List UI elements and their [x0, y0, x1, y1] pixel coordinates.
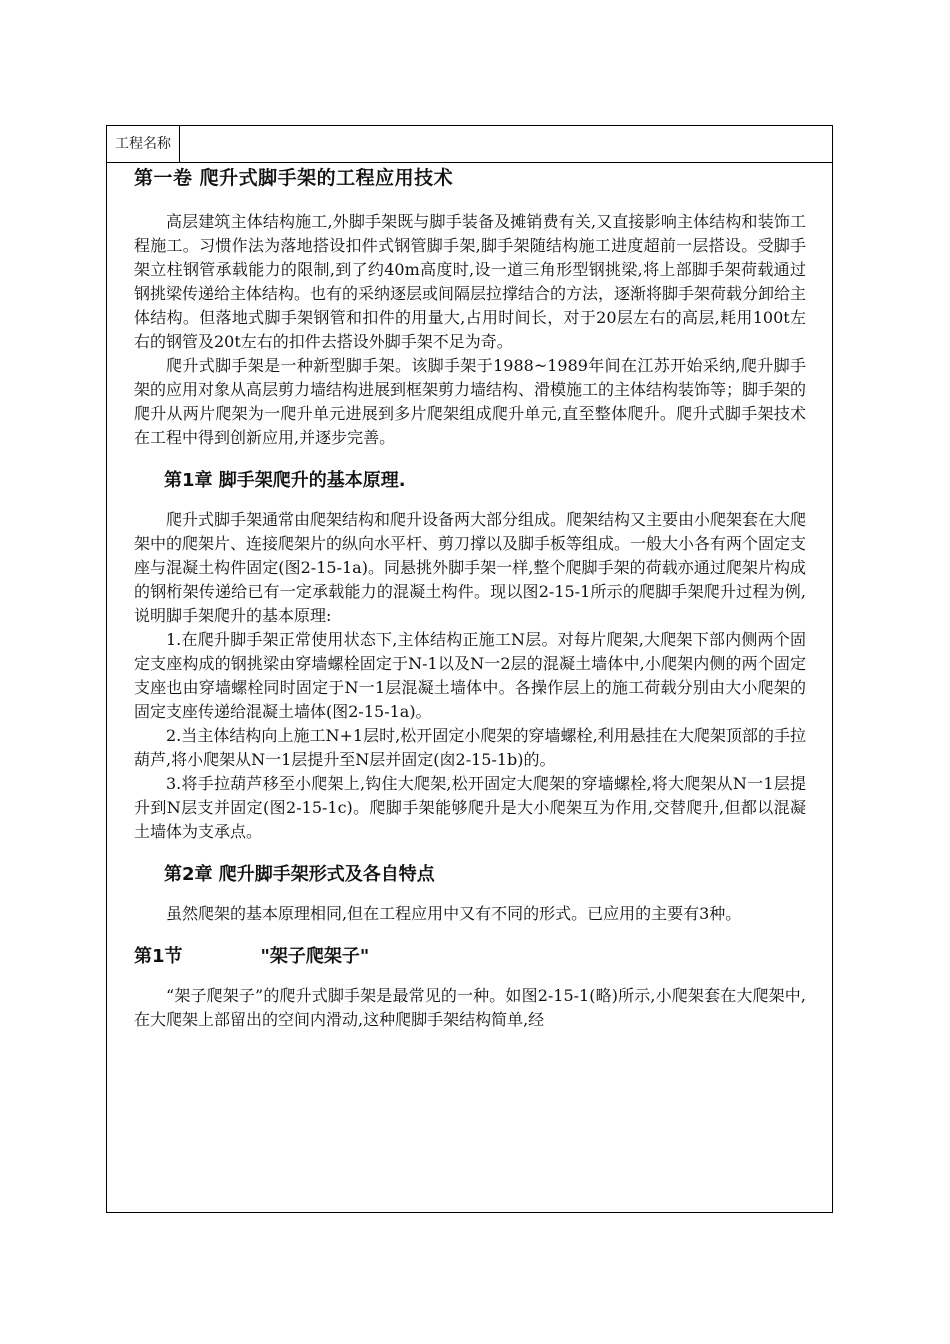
chapter-2-paragraph-1: 虽然爬架的基本原理相同,但在工程应用中又有不同的形式。已应用的主要有3种。 — [166, 904, 742, 923]
chapter-1-paragraph-1: 爬升式脚手架通常由爬架结构和爬升设备两大部分组成。爬架结构又主要由小爬架套在大爬架中的爬架片、连接爬架片的纵向水平杆、剪刀撑以及脚手板等组成。一般大小各有两个固定支座与混凝土构件固定(图2-15-1a)。同悬挑外脚手架一样,整个爬脚手架的荷载亦通过爬架片构成的钢桁架传递给已有一定承载能力的混凝土构件。现以图2-15-1所示的爬脚手架爬升过程为例,说明脚手架爬升的基本原理: — [134, 510, 807, 625]
section-1-heading — [134, 944, 806, 970]
project-name-row — [107, 126, 832, 163]
document-body — [107, 163, 832, 1032]
project-name-label: 工程名称 — [107, 126, 180, 162]
project-name-value — [180, 126, 832, 162]
chapter-2-title: 第2章 爬升脚手架形式及各自特点 — [164, 864, 435, 885]
intro-paragraph-1: 高层建筑主体结构施工,外脚手架既与脚手装备及摊销费有关,又直接影响主体结构和装饰工程施工。习惯作法为落地搭设扣件式钢管脚手架,脚手架随结构施工进度超前一层搭设。受脚手架立柱钢管承载能力的限制,到了约40m高度时,设一道三角形型钢挑梁,将上部脚手架荷载通过钢挑梁传递给主体结构。也有的采纳逐层或间隔层拉撑结合的方法，逐渐将脚手架荷载分卸给主体结构。但落地式脚手架钢管和扣件的用量大,占用时间长，对于20层左右的高层,耗用100t左右的钢管及20t左右的扣件去搭设外脚手架不足为奇。 — [134, 212, 807, 351]
chapter-1-paragraph-3: 2.当主体结构向上施工N+1层时,松开固定小爬架的穿墙螺栓,利用悬挂在大爬架顶部的手拉葫芦,将小爬架从N一1层提升至N层并固定(囱2-15-1b)的。 — [134, 726, 806, 769]
volume-title: 第一卷 爬升式脚手架的工程应用技术 — [134, 167, 454, 189]
intro-paragraph-2: 爬升式脚手架是一种新型脚手架。该脚手架于1988~1989年间在江苏开始采纳,爬升脚手架的应用对象从高层剪力墙结构进展到框架剪力墙结构、滑模施工的主体结构装饰等；脚手架的爬升从两片爬架为一爬升单元进展到多片爬架组成爬升单元,直至整体爬升。爬升式脚手架技术在工程中得到创新应用,并逐步完善。 — [134, 356, 807, 447]
section-1-paragraph-1: “架子爬架子”的爬升式脚手架是最常见的一种。如图2-15-1(略)所示,小爬架套在大爬架中,在大爬架上部留出的空间内滑动,这种爬脚手架结构简单,经 — [134, 986, 806, 1029]
document-frame — [106, 125, 833, 1213]
chapter-1-title: 第1章 脚手架爬升的基本原理. — [164, 470, 406, 491]
section-1-title: "架子爬架子" — [260, 946, 370, 967]
intro-section — [134, 210, 806, 450]
chapter-1-paragraph-2: 1.在爬升脚手架正常使用状态下,主体结构正施工N层。对每片爬架,大爬架下部内侧两个固定支座构成的钢挑梁由穿墙螺栓固定于N-1以及N一2层的混凝土墙体中,小爬架内侧的两个固定支座也由穿墙螺栓同时固定于N一1层混凝土墙体中。各操作层上的施工荷载分别由大小爬架的固定支座传递给混凝土墙体(图2-15-1a)。 — [134, 630, 806, 721]
chapter-1-paragraph-4: 3.将手拉葫芦移至小爬架上,钩住大爬架,松开固定大爬架的穿墙螺栓,将大爬架从N一1层提升到N层支并固定(图2-15-1c)。爬脚手架能够爬升是大小爬架互为作用,交替爬升,但都以混凝土墙体为支承点。 — [134, 774, 806, 841]
section-1-number: 第1节 — [134, 946, 183, 967]
